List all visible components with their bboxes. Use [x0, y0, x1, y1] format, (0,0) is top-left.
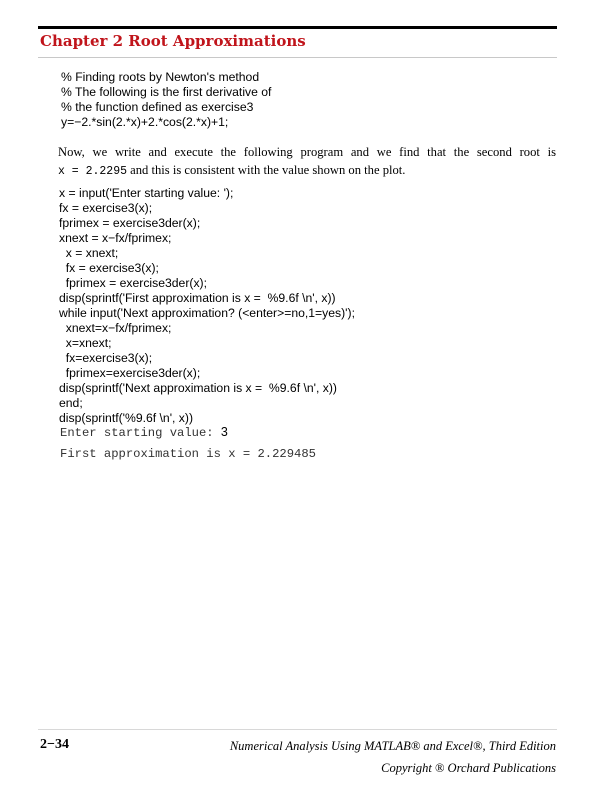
code-line: fx = exercise3(x); — [59, 201, 153, 215]
footer-divider — [38, 729, 557, 730]
code-line: end; — [59, 396, 83, 410]
code-line: disp(sprintf('Next approximation is x = %9.6f \n', x)) — [59, 381, 337, 395]
code-block-program — [59, 186, 355, 426]
code-line: fx=exercise3(x); — [59, 351, 153, 365]
console-prompt: Enter starting value: — [60, 426, 221, 440]
header-rule — [38, 26, 557, 29]
console-result-line: First approximation is x = 2.229485 — [60, 447, 316, 461]
console-input-value: 3 — [220, 425, 228, 439]
code-line: x = xnext; — [59, 246, 119, 260]
code-line: fprimex = exercise3der(x); — [59, 276, 207, 290]
code-block-comments — [61, 70, 271, 130]
code-line: fprimex = exercise3der(x); — [59, 216, 201, 230]
copyright-notice: Copyright ® Orchard Publications — [381, 761, 556, 775]
paragraph-line-2-text: and this is consistent with the value shown on the plot. — [127, 163, 406, 177]
body-paragraph — [58, 143, 556, 181]
code-line: disp(sprintf('First approximation is x = %9.6f \n', x)) — [59, 291, 336, 305]
code-line: y=−2.*sin(2.*x)+2.*cos(2.*x)+1; — [61, 115, 229, 129]
code-line: while input('Next approximation? (<enter>=no,1=yes)'); — [59, 306, 355, 320]
code-line: xnext = x−fx/fprimex; — [59, 231, 172, 245]
code-line: % the function defined as exercise3 — [61, 100, 254, 114]
code-line: % Finding roots by Newton's method — [61, 70, 260, 84]
code-line: % The following is the first derivative of — [61, 85, 272, 99]
console-prompt-line — [60, 425, 228, 440]
page-number: 2−34 — [40, 737, 69, 752]
book-title: Numerical Analysis Using MATLAB® and Excel®, Third Edition — [229, 739, 556, 753]
code-line: x=xnext; — [59, 336, 112, 350]
code-line: fprimex=exercise3der(x); — [59, 366, 201, 380]
code-line: fx = exercise3(x); — [59, 261, 159, 275]
paragraph-line-2 — [58, 161, 556, 181]
chapter-title: Chapter 2 Root Approximations — [40, 32, 306, 50]
code-line: x = input('Enter starting value: '); — [59, 186, 234, 200]
root-value: x = 2.2295 — [58, 165, 128, 178]
code-line: disp(sprintf('%9.6f \n', x)) — [59, 411, 194, 425]
code-line: xnext=x−fx/fprimex; — [59, 321, 172, 335]
paragraph-line-1: Now, we write and execute the following program and we find that the second root is — [58, 145, 556, 159]
chapter-divider — [38, 57, 557, 58]
